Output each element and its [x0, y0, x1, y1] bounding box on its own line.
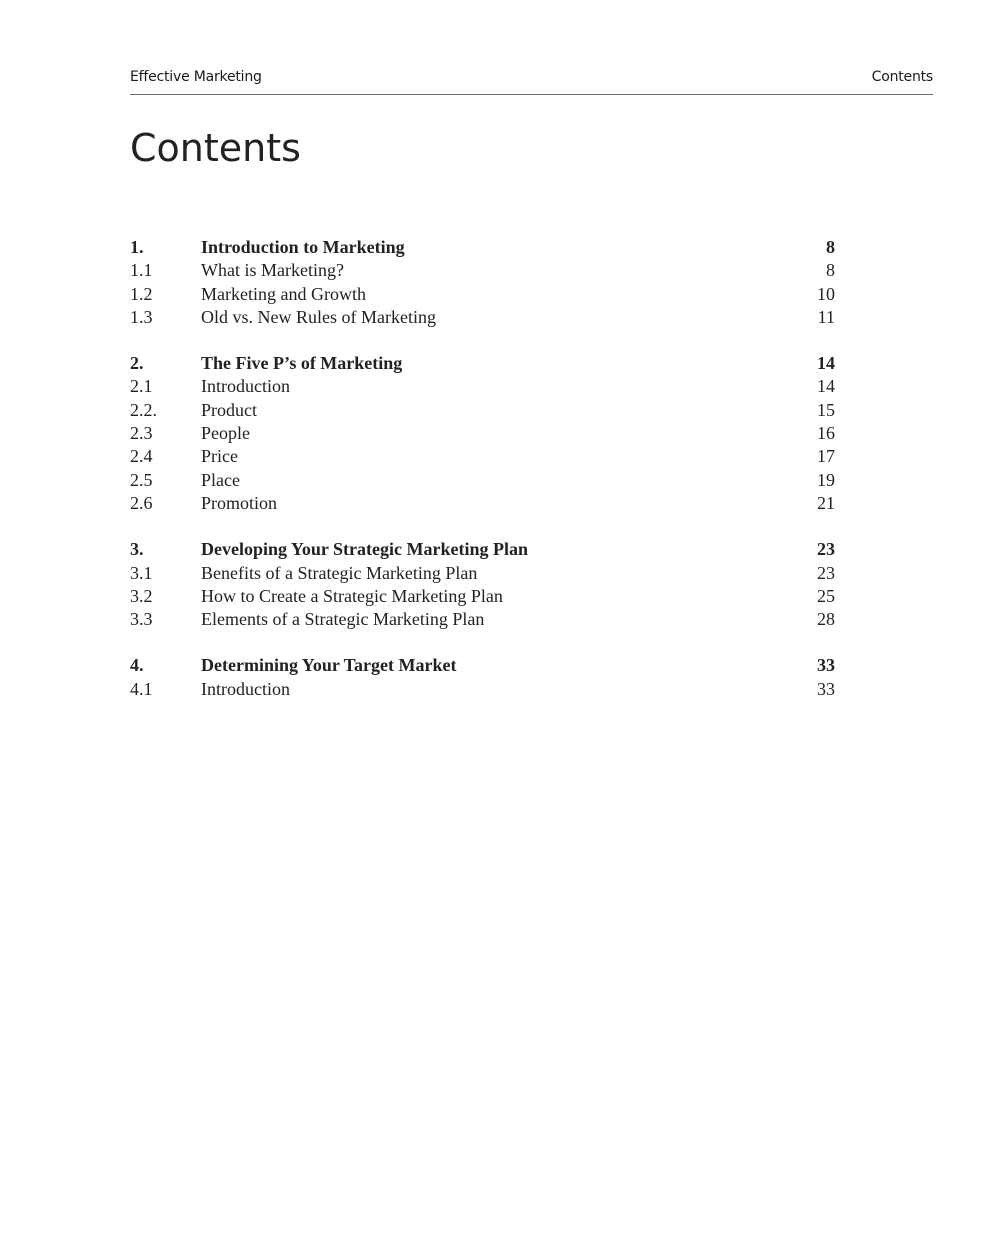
entry-number: 4.1: [130, 678, 153, 699]
page-number: 23: [817, 539, 835, 560]
entry-number: 3.3: [130, 609, 153, 630]
chapter-title: Introduction to Marketing: [201, 237, 405, 257]
toc-entry-row[interactable]: [130, 562, 835, 585]
page-number: 8: [826, 260, 835, 281]
toc-section-1: [130, 236, 835, 329]
page-number: 14: [817, 353, 835, 374]
entry-title: Introduction: [201, 678, 290, 699]
toc-entry-row[interactable]: [130, 678, 835, 701]
book-title: Effective Marketing: [130, 69, 262, 85]
page-number: 19: [817, 469, 835, 490]
toc-chapter-row[interactable]: [130, 236, 835, 259]
entry-number: 2.1: [130, 376, 153, 397]
toc-entry-row[interactable]: [130, 306, 835, 329]
running-header: [130, 66, 933, 95]
page-number: 14: [817, 376, 835, 397]
entry-number: 2.5: [130, 469, 153, 490]
entry-number: 3.2: [130, 585, 153, 606]
chapter-title: Developing Your Strategic Marketing Plan: [201, 539, 528, 560]
entry-number: 2.4: [130, 446, 153, 467]
toc-section-2: [130, 352, 835, 515]
page-number: 17: [817, 446, 835, 467]
entry-title: Introduction: [201, 376, 290, 397]
entry-title: Benefits of a Strategic Marketing Plan: [201, 562, 478, 583]
entry-title: Old vs. New Rules of Marketing: [201, 306, 436, 327]
entry-title: What is Marketing?: [201, 260, 344, 281]
toc-entry-row[interactable]: [130, 608, 835, 631]
toc-entry-row[interactable]: [130, 492, 835, 515]
page-number: 10: [817, 283, 835, 304]
entry-number: 1.2: [130, 283, 153, 304]
page-number: 33: [817, 655, 835, 676]
entry-title: How to Create a Strategic Marketing Plan: [201, 585, 503, 606]
page-number: 8: [826, 237, 835, 257]
toc-entry-row[interactable]: [130, 375, 835, 398]
chapter-number: 2.: [130, 353, 144, 374]
entry-number: 2.6: [130, 492, 153, 513]
chapter-number: 3.: [130, 539, 144, 560]
page-number: 15: [817, 399, 835, 420]
chapter-title: The Five P’s of Marketing: [201, 353, 403, 374]
entry-title: Elements of a Strategic Marketing Plan: [201, 609, 485, 630]
chapter-title: Determining Your Target Market: [201, 655, 457, 676]
toc-entry-row[interactable]: [130, 469, 835, 492]
entry-number: 1.1: [130, 260, 153, 281]
toc-entry-row[interactable]: [130, 445, 835, 468]
entry-title: Marketing and Growth: [201, 283, 366, 304]
entry-title: People: [201, 423, 250, 444]
page-title: Contents: [130, 126, 301, 170]
entry-number: 1.3: [130, 306, 153, 327]
entry-title: Promotion: [201, 492, 278, 513]
page-number: 25: [817, 585, 835, 606]
toc-entry-row[interactable]: [130, 422, 835, 445]
chapter-number: 1.: [130, 237, 144, 257]
page-number: 21: [817, 492, 835, 513]
entry-number: 2.2.: [130, 399, 157, 420]
entry-title: Product: [201, 399, 257, 420]
toc-entry-row[interactable]: [130, 283, 835, 306]
toc-section-3: [130, 538, 835, 631]
page-number: 16: [817, 423, 835, 444]
toc-entry-row[interactable]: [130, 259, 835, 282]
toc-chapter-row[interactable]: [130, 352, 835, 375]
toc-chapter-row[interactable]: [130, 654, 835, 677]
toc-entry-row[interactable]: [130, 585, 835, 608]
table-of-contents: [130, 236, 835, 724]
page-number: 11: [817, 306, 835, 327]
page-number: 33: [817, 678, 835, 699]
toc-section-4: [130, 654, 835, 701]
page-number: 23: [817, 562, 835, 583]
entry-number: 3.1: [130, 562, 153, 583]
page-number: 28: [817, 609, 835, 630]
entry-number: 2.3: [130, 423, 153, 444]
chapter-number: 4.: [130, 655, 144, 676]
toc-entry-row[interactable]: [130, 399, 835, 422]
section-name: Contents: [871, 69, 933, 85]
entry-title: Place: [201, 469, 240, 490]
toc-chapter-row[interactable]: [130, 538, 835, 561]
entry-title: Price: [201, 446, 238, 467]
